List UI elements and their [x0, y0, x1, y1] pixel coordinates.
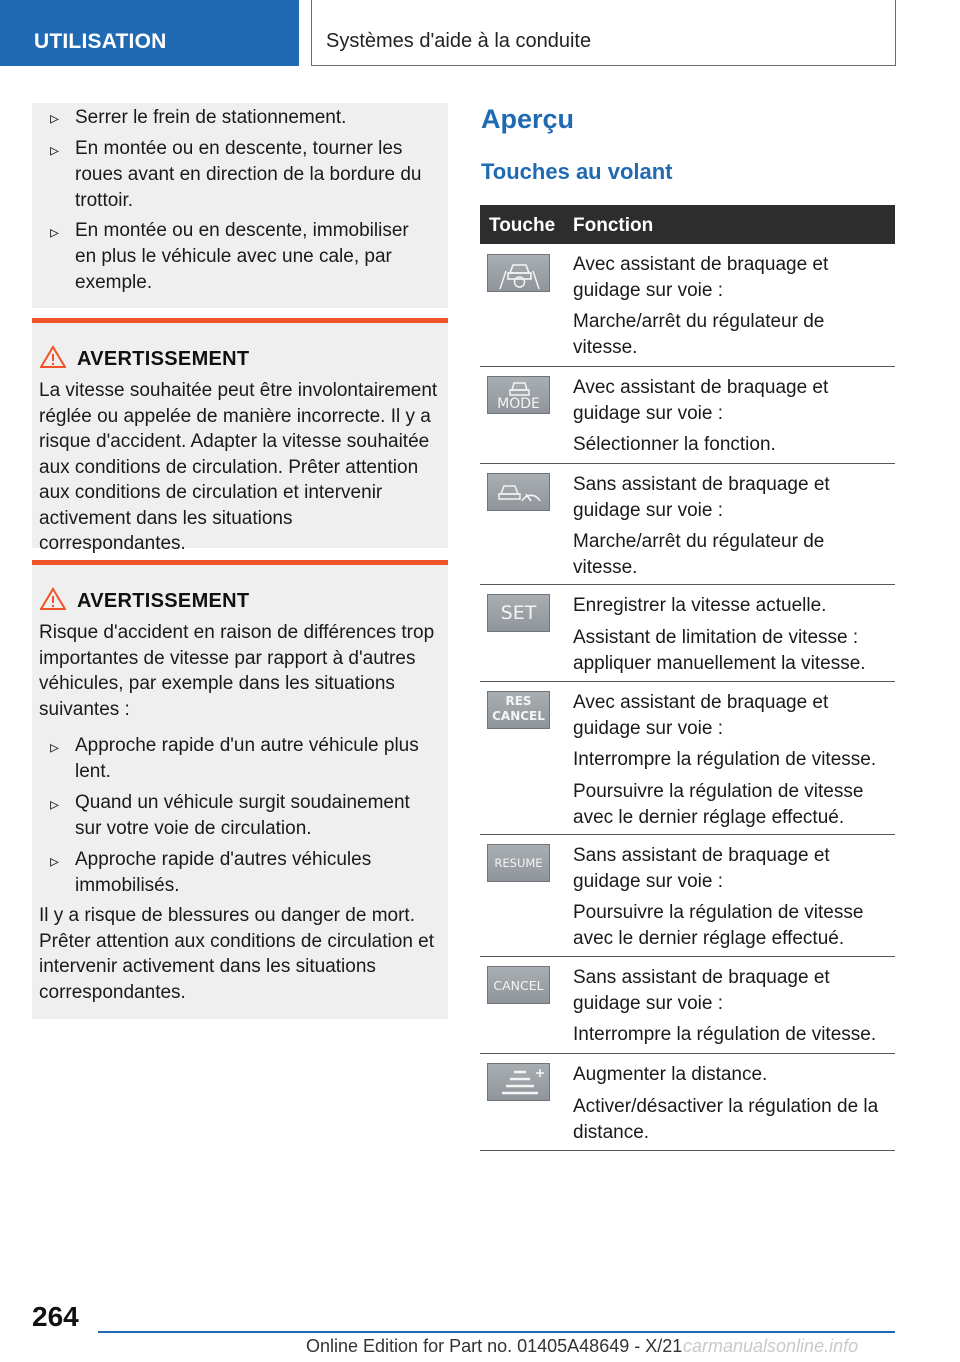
steering-assist-car-icon: [487, 254, 550, 292]
warning-box: [32, 560, 448, 1019]
key-label: MODE: [497, 396, 540, 412]
function-text: Activer/désactiver la régulation de la distance.: [573, 1096, 879, 1143]
tip-item: Serrer le frein de stationnement.: [75, 107, 347, 128]
warning-list-item: Quand un véhicule surgit soudainement sur votre voie de circulation.: [75, 792, 410, 839]
table-row: [480, 835, 895, 957]
tip-item: En montée ou en descente, immobiliser en plus le véhicule avec une cale, par exemple.: [75, 220, 409, 293]
chapter-header: [311, 0, 896, 66]
function-text: Interrompre la régulation de vitesse.: [573, 749, 877, 770]
key-label: CANCEL: [493, 978, 544, 993]
distance-plus-icon: [487, 1063, 550, 1101]
triangle-bullet-icon: ▹: [50, 737, 60, 757]
res-cancel-key-icon: [487, 691, 550, 729]
warning-title: AVERTISSEMENT: [77, 590, 250, 612]
table-row: [480, 585, 895, 682]
table-row: [480, 244, 895, 367]
function-text: Marche/arrêt du régulateur de vitesse.: [573, 531, 825, 578]
set-key-icon: [487, 594, 550, 632]
chapter-title: Systèmes d'aide à la conduite: [326, 30, 592, 52]
cancel-key-icon: [487, 966, 550, 1004]
function-text: Augmenter la distance.: [573, 1064, 768, 1085]
triangle-bullet-icon: ▹: [50, 140, 60, 160]
table-row: [480, 682, 895, 835]
key-label: SET: [500, 602, 537, 624]
table-row: [480, 1054, 895, 1151]
watermark: carmanualsonline.info: [683, 1336, 859, 1356]
function-text: Avec assistant de braquage et guidage sur voie :: [573, 692, 829, 739]
key-label: RESUME: [494, 856, 543, 870]
function-text: Marche/arrêt du régulateur de vitesse.: [573, 311, 825, 358]
function-text: Sans assistant de braquage et guidage sur voie :: [573, 967, 830, 1014]
section-title: UTILISATION: [34, 30, 167, 53]
key-label: CANCEL: [492, 709, 545, 723]
function-text: Poursuivre la régulation de vitesse avec le dernier réglage effectué.: [573, 781, 864, 828]
warning-box: [32, 318, 448, 554]
table-header: [480, 205, 895, 244]
footer-divider: [98, 1331, 895, 1333]
edition-text: Online Edition for Part no. 01405A48649 - X/21: [306, 1336, 683, 1356]
warning-intro: Risque d'accident en raison de différences trop importantes de vitesse par rapport à d'autres véhicules, par exemple dans les situations suivantes :: [39, 622, 435, 720]
warning-outro: Il y a risque de blessures ou danger de mort. Prêter attention aux conditions de circulation et intervenir activement dans les situations correspondantes.: [39, 905, 435, 1003]
function-text: Interrompre la régulation de vitesse.: [573, 1024, 877, 1045]
page-number: 264: [32, 1301, 79, 1332]
function-text: Avec assistant de braquage et guidage sur voie :: [573, 254, 829, 301]
tip-item: En montée ou en descente, tourner les roues avant en direction de la bordure du trottoir.: [75, 138, 422, 211]
function-text: Enregistrer la vitesse actuelle.: [573, 595, 827, 616]
subsection-heading: Touches au volant: [481, 159, 673, 184]
function-text: Assistant de limitation de vitesse : appliquer manuellement la vitesse.: [573, 627, 866, 674]
cruise-control-gauge-icon: [487, 473, 550, 511]
mode-car-icon: [487, 376, 550, 414]
warning-triangle-icon: [40, 587, 66, 611]
function-text: Poursuivre la régulation de vitesse avec le dernier réglage effectué.: [573, 902, 864, 949]
function-text: Avec assistant de braquage et guidage sur voie :: [573, 377, 829, 424]
section-tab: [0, 0, 299, 66]
warning-list-item: Approche rapide d'un autre véhicule plus lent.: [75, 735, 419, 782]
triangle-bullet-icon: ▹: [50, 794, 60, 814]
tips-box: [32, 103, 448, 308]
key-label: RES: [505, 694, 532, 708]
table-row: [480, 367, 895, 464]
triangle-bullet-icon: ▹: [50, 222, 60, 242]
warning-triangle-icon: [40, 345, 66, 369]
table-row: [480, 957, 895, 1054]
table-row: [480, 464, 895, 585]
resume-key-icon: [487, 844, 550, 882]
triangle-bullet-icon: ▹: [50, 851, 60, 871]
function-text: Sans assistant de braquage et guidage sur voie :: [573, 474, 830, 521]
warning-title: AVERTISSEMENT: [77, 348, 250, 370]
function-text: Sans assistant de braquage et guidage sur voie :: [573, 845, 830, 892]
column-header-function: Fonction: [573, 215, 654, 236]
section-heading: Aperçu: [481, 104, 575, 134]
column-header-key: Touche: [489, 215, 556, 236]
triangle-bullet-icon: ▹: [50, 108, 60, 128]
function-text: Sélectionner la fonction.: [573, 434, 776, 455]
warning-text: La vitesse souhaitée peut être involontairement réglée ou appelée de manière incorrecte. Il y a risque d'accident. Adapter la vitesse souhaitée aux conditions de circulation. Prêter attention aux conditions de circulation et intervenir activement dans les situations correspondantes.: [39, 380, 438, 554]
warning-list-item: Approche rapide d'autres véhicules immobilisés.: [75, 849, 372, 896]
